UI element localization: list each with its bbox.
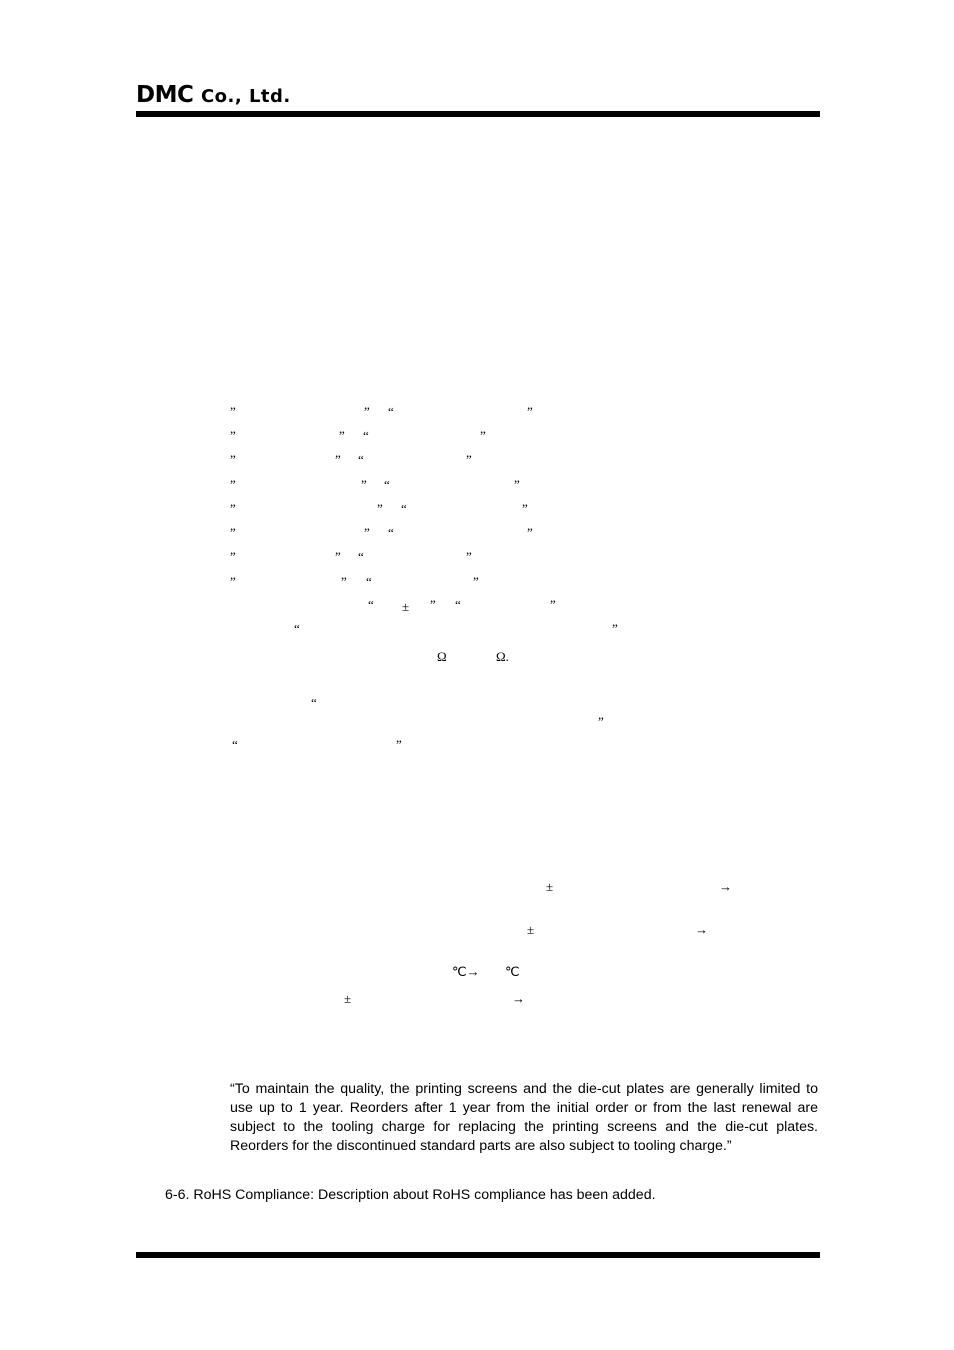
rohs-compliance-note: 6-6. RoHS Compliance: Description about RoHS compliance has been added.	[165, 1187, 656, 1203]
symbol-glyph: ”	[396, 737, 402, 752]
symbol-glyph: ”	[230, 501, 236, 516]
symbol-glyph: ”	[230, 428, 236, 443]
symbol-glyph: ”	[473, 574, 479, 589]
symbol-glyph: ”	[522, 501, 528, 516]
symbol-glyph: ”	[230, 549, 236, 564]
symbol-glyph: ±	[402, 599, 410, 614]
symbol-glyph: Ω.	[496, 649, 509, 664]
company-logo	[136, 84, 291, 107]
symbol-glyph: ”	[514, 477, 520, 492]
tooling-notice-paragraph: “To maintain the quality, the printing screens and the die-cut plates are generally limited to use up to 1 year. Reorders after 1 year from the initial order or from the last renewal are subject to the tooling charge for replacing the printing screens and the die-cut plates. Reorders for the discontinued standard parts are also subject to tooling charge.”	[230, 1081, 818, 1154]
brand-name: DMC	[136, 82, 194, 108]
symbol-glyph: Ω	[437, 649, 447, 664]
symbol-glyph: “	[384, 477, 390, 492]
symbol-glyph: ”	[339, 428, 345, 443]
symbol-glyph: ”	[230, 477, 236, 492]
symbol-glyph: ”	[527, 404, 533, 419]
symbol-glyph: ”	[335, 452, 341, 467]
symbol-glyph: ”	[527, 525, 533, 540]
company-suffix: Co., Ltd.	[200, 86, 291, 107]
symbol-glyph: “	[358, 452, 364, 467]
symbol-glyph: ”	[612, 621, 618, 636]
symbol-glyph: ”	[377, 501, 383, 516]
symbol-glyph: →	[512, 991, 525, 1006]
symbol-glyph: “	[388, 404, 394, 419]
symbol-glyph: ”	[335, 549, 341, 564]
symbol-glyph: “	[358, 549, 364, 564]
symbol-glyph: “	[368, 597, 374, 612]
symbol-glyph: “	[366, 574, 372, 589]
symbol-glyph: ”	[341, 574, 347, 589]
footer-rule	[136, 1252, 820, 1258]
symbol-glyph: ”	[598, 714, 604, 729]
symbol-glyph: →	[719, 879, 732, 894]
symbol-glyph: ±	[344, 991, 352, 1006]
symbol-glyph: “	[455, 597, 461, 612]
symbol-glyph: “	[388, 525, 394, 540]
symbol-glyph: ”	[230, 404, 236, 419]
symbol-glyph: ”	[364, 525, 370, 540]
symbol-glyph: ±	[546, 879, 554, 894]
symbol-glyph: ℃→	[452, 964, 480, 979]
header-rule	[136, 111, 820, 117]
symbol-glyph: ”	[430, 597, 436, 612]
symbol-glyph: →	[695, 922, 708, 937]
symbol-glyph: “	[401, 501, 407, 516]
symbol-glyph: ”	[480, 428, 486, 443]
symbol-glyph: ”	[550, 597, 556, 612]
symbol-glyph: ”	[230, 574, 236, 589]
symbol-glyph: ”	[230, 525, 236, 540]
symbol-glyph: ”	[361, 477, 367, 492]
symbol-glyph: “	[232, 737, 238, 752]
symbol-glyph: “	[311, 695, 317, 710]
symbol-glyph: ”	[364, 404, 370, 419]
symbol-glyph: ”	[466, 452, 472, 467]
symbol-glyph: ±	[527, 922, 535, 937]
symbol-glyph: “	[294, 621, 300, 636]
symbol-glyph: “	[363, 428, 369, 443]
symbol-glyph: ”	[466, 549, 472, 564]
symbol-glyph: ”	[230, 452, 236, 467]
symbol-glyph: ℃	[505, 964, 520, 979]
